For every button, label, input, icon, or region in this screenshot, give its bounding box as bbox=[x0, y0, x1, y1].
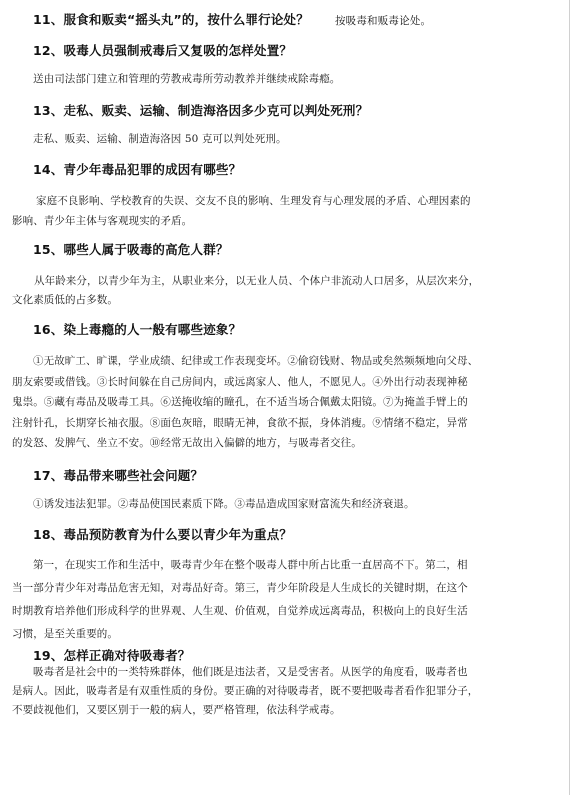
answer-line: 鬼祟。⑤藏有毒品及吸毒工具。⑥送掩收缩的瞳孔，在不适当场合佩戴太阳镜。⑦为掩盖手臂上的 bbox=[12, 396, 468, 408]
answer-line: ①无故旷工、旷课，学业成绩、纪律或工作表现变坏。②偷窃钱财、物品或矣然频频地向父母、 bbox=[33, 355, 479, 367]
question-18: 18、毒品预防教育为什么要以青少年为重点？ bbox=[33, 527, 293, 542]
answer-line: 第一，在现实工作和生活中，吸毒青少年在整个吸毒人群中所占比重一直居高不下。第二，相 bbox=[33, 559, 468, 571]
question-19: 19、怎样正确对待吸毒者？ bbox=[33, 648, 191, 663]
question-16: 16、染上毒瘾的人一般有哪些迹象？ bbox=[33, 322, 242, 337]
answer-14 bbox=[12, 191, 471, 231]
answer-line: 习惯，是至关重要的。 bbox=[12, 628, 118, 640]
answer-line: 从年龄来分，以青少年为主，从职业来分，以无业人员、个体户非流动人口居多，从层次来分， bbox=[34, 275, 480, 287]
answer-12 bbox=[33, 71, 340, 86]
answer-line: 当一部分青少年对毒品危害无知，对毒品好奇。第三，青少年阶段是人生成长的关键时期，在这个 bbox=[12, 582, 468, 594]
answer-line: 的发怒、发脾气、坐立不安。⑩经常无故出入偏僻的地方，与吸毒者交往。 bbox=[12, 437, 362, 449]
answer-line: ①诱发违法犯罪。②毒品使国民素质下降。③毒品造成国家财富流失和经济衰退。 bbox=[33, 498, 415, 510]
question-17: 17、毒品带来哪些社会问题？ bbox=[33, 468, 204, 483]
answer-line: 时期教育培养他们形成科学的世界观、人生观、价值观，自觉养成远离毒品，积极向上的良好生活 bbox=[12, 605, 468, 617]
question-13: 13、走私、贩卖、运输、制造海洛因多少克可以判处死刑？ bbox=[33, 103, 369, 118]
answer-13 bbox=[33, 131, 287, 146]
answer-19 bbox=[12, 663, 479, 720]
answer-16 bbox=[12, 351, 479, 454]
answer-line: 注射针孔，长期穿长袖衣服。⑧面色灰暗，眼睛无神，食欲不振，身体消瘦。⑨情绪不稳定，异常 bbox=[12, 416, 468, 429]
answer-line: 走私、贩卖、运输、制造海洛因 50 克可以判处死刑。 bbox=[33, 133, 287, 145]
question-11 bbox=[33, 10, 431, 28]
answer-line: 影响、青少年主体与客观现实的矛盾。 bbox=[12, 215, 193, 227]
answer-line: 朋友索要或借钱。③长时间躲在自己房间内，或远离家人、他人，不愿见人。④外出行动表现神秘 bbox=[12, 375, 468, 388]
answer-line: 不要歧视他们，又要区别于一般的病人，要严格管理，依法科学戒毒。 bbox=[12, 704, 341, 716]
question-text: 11、服食和贩卖“摇头丸”的，按什么罪行论处？ bbox=[33, 12, 309, 27]
answer-line: 是病人。因此，吸毒者是有双重性质的身份。要正确的对待吸毒者，既不要把吸毒者看作犯罪分子， bbox=[12, 685, 479, 697]
question-15: 15、哪些人属于吸毒的高危人群？ bbox=[33, 242, 229, 257]
page-edge-divider bbox=[569, 0, 570, 795]
answer-line: 吸毒者是社会中的一类特殊群体，他们既是违法者，又是受害者。从医学的角度看，吸毒者也 bbox=[33, 666, 468, 678]
answer-line: 送由司法部门建立和管理的劳教戒毒所劳动教养并继续戒除毒瘾。 bbox=[33, 73, 341, 85]
answer-18 bbox=[12, 554, 468, 646]
answer-17 bbox=[33, 496, 415, 511]
answer-15 bbox=[12, 272, 480, 310]
question-14: 14、青少年毒品犯罪的成因有哪些？ bbox=[33, 162, 242, 177]
answer-inline: 按吸毒和贩毒论处。 bbox=[334, 15, 432, 27]
answer-line: 文化素质低的占多数。 bbox=[12, 294, 118, 306]
question-12: 12、吸毒人员强制戒毒后又复吸的怎样处置？ bbox=[33, 43, 293, 58]
answer-line: 家庭不良影响、学校教育的失误、交友不良的影响、生理发育与心理发展的矛盾、心理因素的 bbox=[36, 195, 471, 207]
